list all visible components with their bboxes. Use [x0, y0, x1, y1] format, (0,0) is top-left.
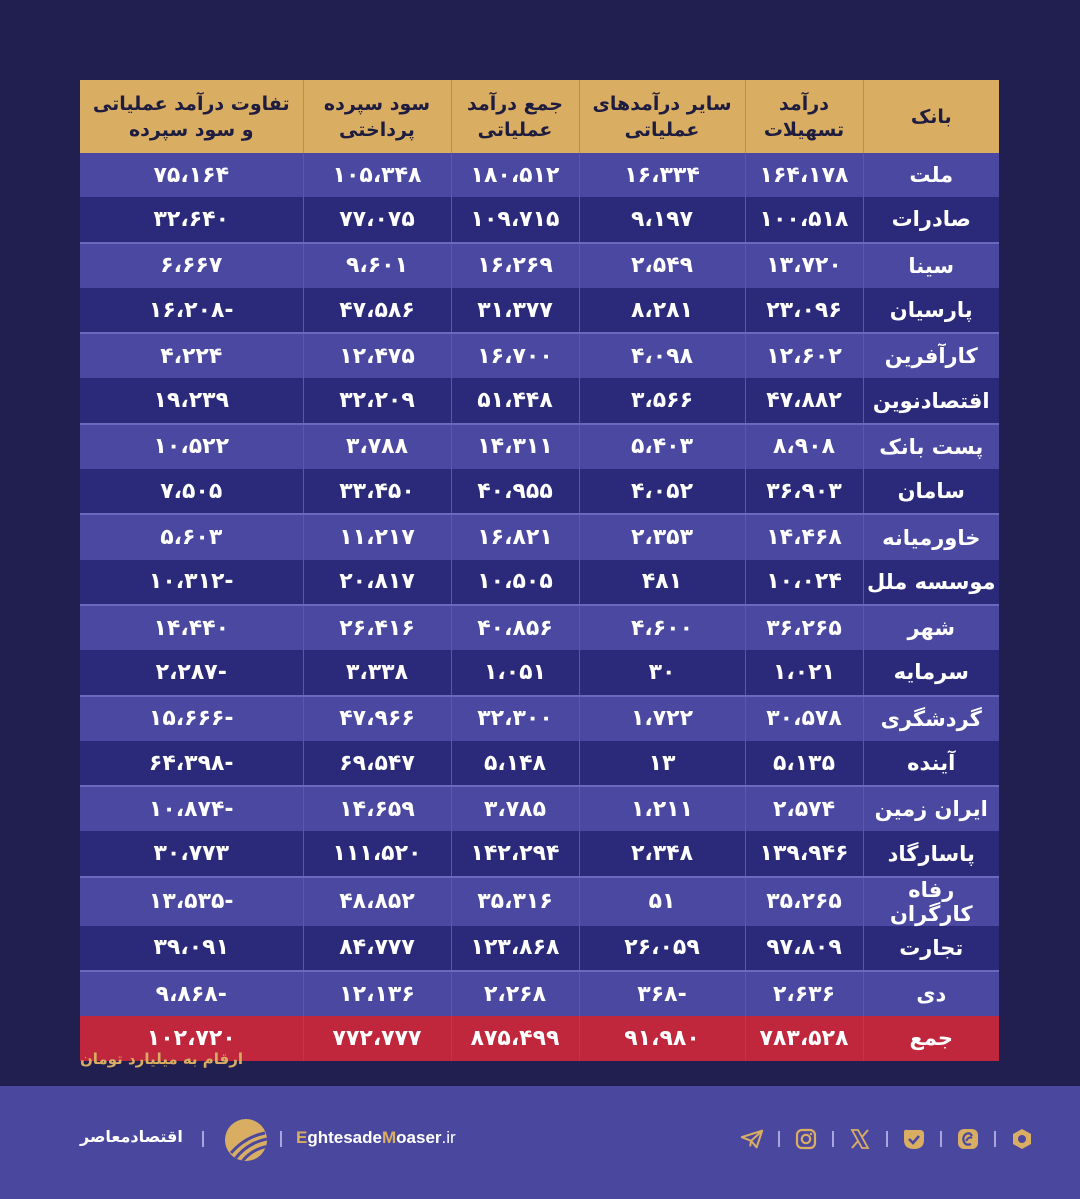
total-other-operating-income-cell: ۹۱،۹۸۰: [579, 1016, 745, 1060]
footer-divider: [280, 1131, 282, 1147]
instagram-icon[interactable]: [794, 1127, 818, 1151]
footer: [0, 1086, 1080, 1199]
table-row: [80, 153, 999, 197]
header-bank: بانک: [863, 80, 999, 153]
header-deposit-interest-paid: سود سپرده پرداختی: [303, 80, 451, 153]
total-total-operating-income-cell: ۸۷۵،۴۹۹: [451, 1016, 579, 1060]
total-operating-income-cell: ۱،۰۵۱: [451, 650, 579, 695]
income-minus-deposit-interest-cell: ۷،۵۰۵: [80, 469, 303, 514]
loan-income-cell: ۱۲،۶۰۲: [745, 333, 863, 378]
income-minus-deposit-interest-cell: -۱۳،۵۳۵: [80, 877, 303, 926]
bank-name-cell: گردشگری: [863, 696, 999, 741]
other-operating-income-cell: -۳۶۸: [579, 971, 745, 1016]
table-row: [80, 288, 999, 333]
deposit-interest-paid-cell: ۶۹،۵۴۷: [303, 741, 451, 786]
income-minus-deposit-interest-cell: -۱۰،۸۷۴: [80, 786, 303, 831]
table-row: [80, 424, 999, 469]
total-operating-income-cell: ۳،۷۸۵: [451, 786, 579, 831]
income-minus-deposit-interest-cell: -۱۰،۳۱۲: [80, 560, 303, 605]
bank-name-cell: کارآفرین: [863, 333, 999, 378]
social-divider: [832, 1131, 834, 1147]
total-loan-income-cell: ۷۸۳،۵۲۸: [745, 1016, 863, 1060]
loan-income-cell: ۸،۹۰۸: [745, 424, 863, 469]
total-operating-income-cell: ۳۲،۳۰۰: [451, 696, 579, 741]
bank-name-cell: ملت: [863, 153, 999, 197]
other-operating-income-cell: ۱۶،۳۳۴: [579, 153, 745, 197]
bank-name-cell: دی: [863, 971, 999, 1016]
deposit-interest-paid-cell: ۱۱،۲۱۷: [303, 514, 451, 559]
other-operating-income-cell: ۴،۰۵۲: [579, 469, 745, 514]
social-divider: [886, 1131, 888, 1147]
loan-income-cell: ۳۰،۵۷۸: [745, 696, 863, 741]
income-minus-deposit-interest-cell: ۳۹،۰۹۱: [80, 926, 303, 971]
bank-name-cell: اقتصادنوین: [863, 378, 999, 423]
table-row: [80, 786, 999, 831]
bank-name-cell: شهر: [863, 605, 999, 650]
income-minus-deposit-interest-cell: ۱۴،۴۴۰: [80, 605, 303, 650]
income-minus-deposit-interest-cell: ۳۲،۶۴۰: [80, 197, 303, 242]
bale-icon[interactable]: [956, 1127, 980, 1151]
table-row: [80, 877, 999, 926]
loan-income-cell: ۱۶۴،۱۷۸: [745, 153, 863, 197]
income-minus-deposit-interest-cell: -۱۵،۶۶۶: [80, 696, 303, 741]
other-operating-income-cell: ۱،۷۲۲: [579, 696, 745, 741]
other-operating-income-cell: ۲،۵۴۹: [579, 243, 745, 288]
other-operating-income-cell: ۱،۲۱۱: [579, 786, 745, 831]
income-minus-deposit-interest-cell: ۷۵،۱۶۴: [80, 153, 303, 197]
other-operating-income-cell: ۴،۶۰۰: [579, 605, 745, 650]
eitaa-icon[interactable]: [902, 1127, 926, 1151]
loan-income-cell: ۵،۱۳۵: [745, 741, 863, 786]
table-row: [80, 650, 999, 695]
income-minus-deposit-interest-cell: ۶،۶۶۷: [80, 243, 303, 288]
loan-income-cell: ۲،۶۳۶: [745, 971, 863, 1016]
loan-income-cell: ۳۶،۹۰۳: [745, 469, 863, 514]
loan-income-cell: ۲،۵۷۴: [745, 786, 863, 831]
total-operating-income-cell: ۱۲۳،۸۶۸: [451, 926, 579, 971]
income-minus-deposit-interest-cell: ۱۹،۲۳۹: [80, 378, 303, 423]
rubika-icon[interactable]: [1010, 1127, 1034, 1151]
other-operating-income-cell: ۵۱: [579, 877, 745, 926]
site-tld: .ir: [441, 1128, 456, 1147]
loan-income-cell: ۱۴،۴۶۸: [745, 514, 863, 559]
social-divider: [778, 1131, 780, 1147]
bank-name-cell: پاسارگاد: [863, 831, 999, 876]
other-operating-income-cell: ۸،۲۸۱: [579, 288, 745, 333]
loan-income-cell: ۴۷،۸۸۲: [745, 378, 863, 423]
social-links: [740, 1126, 1034, 1152]
income-minus-deposit-interest-cell: -۹،۸۶۸: [80, 971, 303, 1016]
deposit-interest-paid-cell: ۳۳،۴۵۰: [303, 469, 451, 514]
header-income-minus-deposit-interest: تفاوت درآمد عملیاتی و سود سپرده: [80, 80, 303, 153]
other-operating-income-cell: ۵،۴۰۳: [579, 424, 745, 469]
deposit-interest-paid-cell: ۴۷،۵۸۶: [303, 288, 451, 333]
site-text-accent: M: [381, 1128, 397, 1147]
bank-name-cell: خاورمیانه: [863, 514, 999, 559]
bank-income-table-container: [80, 80, 999, 1061]
bank-name-cell: پارسیان: [863, 288, 999, 333]
other-operating-income-cell: ۴۸۱: [579, 560, 745, 605]
table-row: [80, 741, 999, 786]
deposit-interest-paid-cell: ۱۱۱،۵۲۰: [303, 831, 451, 876]
header-loan-income: درآمد تسهیلات: [745, 80, 863, 153]
bank-name-cell: ایران زمین: [863, 786, 999, 831]
table-row: [80, 514, 999, 559]
deposit-interest-paid-cell: ۱۴،۶۵۹: [303, 786, 451, 831]
loan-income-cell: ۱۳۹،۹۴۶: [745, 831, 863, 876]
bank-name-cell: آینده: [863, 741, 999, 786]
header-other-operating-income: سایر درآمدهای عملیاتی: [579, 80, 745, 153]
social-divider: [994, 1131, 996, 1147]
income-minus-deposit-interest-cell: -۱۶،۲۰۸: [80, 288, 303, 333]
bank-name-cell: سرمایه: [863, 650, 999, 695]
total-operating-income-cell: ۱۰،۵۰۵: [451, 560, 579, 605]
other-operating-income-cell: ۴،۰۹۸: [579, 333, 745, 378]
income-minus-deposit-interest-cell: -۶۴،۳۹۸: [80, 741, 303, 786]
bank-name-cell: سامان: [863, 469, 999, 514]
total-operating-income-cell: ۴۰،۸۵۶: [451, 605, 579, 650]
site-text-accent: E: [296, 1128, 308, 1147]
other-operating-income-cell: ۲،۳۵۳: [579, 514, 745, 559]
header-total-operating-income: جمع درآمد عملیاتی: [451, 80, 579, 153]
bank-name-cell: پست بانک: [863, 424, 999, 469]
table-row: [80, 378, 999, 423]
footer-divider: [202, 1131, 204, 1147]
table-row: [80, 243, 999, 288]
website-link[interactable]: [296, 1128, 456, 1148]
social-divider: [940, 1131, 942, 1147]
deposit-interest-paid-cell: ۱۰۵،۳۴۸: [303, 153, 451, 197]
table-row: [80, 560, 999, 605]
other-operating-income-cell: ۱۳: [579, 741, 745, 786]
table-row: [80, 696, 999, 741]
loan-income-cell: ۱۰،۰۲۴: [745, 560, 863, 605]
total-label-cell: جمع: [863, 1016, 999, 1060]
total-operating-income-cell: ۳۱،۳۷۷: [451, 288, 579, 333]
loan-income-cell: ۱،۰۲۱: [745, 650, 863, 695]
bank-name-cell: صادرات: [863, 197, 999, 242]
deposit-interest-paid-cell: ۱۲،۱۳۶: [303, 971, 451, 1016]
total-operating-income-cell: ۱۶،۷۰۰: [451, 333, 579, 378]
bank-name-cell: سینا: [863, 243, 999, 288]
deposit-interest-paid-cell: ۸۴،۷۷۷: [303, 926, 451, 971]
table-row: [80, 469, 999, 514]
table-row: [80, 333, 999, 378]
total-operating-income-cell: ۱۸۰،۵۱۲: [451, 153, 579, 197]
total-income-minus-deposit-interest-cell: ۱۰۲،۷۲۰: [80, 1016, 303, 1060]
site-text: oaser: [396, 1128, 442, 1147]
site-text: ghtesade: [307, 1128, 382, 1147]
unit-note: ارقام به میلیارد تومان: [80, 1050, 244, 1068]
total-operating-income-cell: ۱۰۹،۷۱۵: [451, 197, 579, 242]
bank-name-cell: تجارت: [863, 926, 999, 971]
total-operating-income-cell: ۱۴۲،۲۹۴: [451, 831, 579, 876]
total-operating-income-cell: ۴۰،۹۵۵: [451, 469, 579, 514]
total-operating-income-cell: ۵،۱۴۸: [451, 741, 579, 786]
table-row: [80, 971, 999, 1016]
x-icon[interactable]: [848, 1127, 872, 1151]
brand-name-fa: اقتصادمعاصر: [80, 1127, 183, 1146]
deposit-interest-paid-cell: ۳،۷۸۸: [303, 424, 451, 469]
total-operating-income-cell: ۱۶،۲۶۹: [451, 243, 579, 288]
loan-income-cell: ۹۷،۸۰۹: [745, 926, 863, 971]
table-row: [80, 831, 999, 876]
loan-income-cell: ۳۵،۲۶۵: [745, 877, 863, 926]
bank-income-table: [80, 80, 999, 1061]
total-operating-income-cell: ۳۵،۳۱۶: [451, 877, 579, 926]
total-operating-income-cell: ۱۶،۸۲۱: [451, 514, 579, 559]
other-operating-income-cell: ۲،۳۴۸: [579, 831, 745, 876]
deposit-interest-paid-cell: ۳،۳۳۸: [303, 650, 451, 695]
income-minus-deposit-interest-cell: ۴،۲۲۴: [80, 333, 303, 378]
telegram-icon[interactable]: [740, 1127, 764, 1151]
deposit-interest-paid-cell: ۹،۶۰۱: [303, 243, 451, 288]
loan-income-cell: ۳۶،۲۶۵: [745, 605, 863, 650]
total-deposit-interest-paid-cell: ۷۷۲،۷۷۷: [303, 1016, 451, 1060]
deposit-interest-paid-cell: ۴۸،۸۵۲: [303, 877, 451, 926]
deposit-interest-paid-cell: ۴۷،۹۶۶: [303, 696, 451, 741]
income-minus-deposit-interest-cell: -۲،۲۸۷: [80, 650, 303, 695]
other-operating-income-cell: ۳۰: [579, 650, 745, 695]
deposit-interest-paid-cell: ۱۲،۴۷۵: [303, 333, 451, 378]
table-row: [80, 197, 999, 242]
income-minus-deposit-interest-cell: ۳۰،۷۷۳: [80, 831, 303, 876]
loan-income-cell: ۱۳،۷۲۰: [745, 243, 863, 288]
total-operating-income-cell: ۵۱،۴۴۸: [451, 378, 579, 423]
income-minus-deposit-interest-cell: ۵،۶۰۳: [80, 514, 303, 559]
total-operating-income-cell: ۲،۲۶۸: [451, 971, 579, 1016]
brand-logo-icon: [225, 1119, 267, 1161]
total-operating-income-cell: ۱۴،۳۱۱: [451, 424, 579, 469]
income-minus-deposit-interest-cell: ۱۰،۵۲۲: [80, 424, 303, 469]
deposit-interest-paid-cell: ۲۶،۴۱۶: [303, 605, 451, 650]
table-header-row: [80, 80, 999, 153]
bank-name-cell: رفاه کارگران: [863, 877, 999, 926]
table-row: [80, 605, 999, 650]
loan-income-cell: ۲۳،۰۹۶: [745, 288, 863, 333]
deposit-interest-paid-cell: ۳۲،۲۰۹: [303, 378, 451, 423]
deposit-interest-paid-cell: ۲۰،۸۱۷: [303, 560, 451, 605]
table-row: [80, 926, 999, 971]
other-operating-income-cell: ۹،۱۹۷: [579, 197, 745, 242]
loan-income-cell: ۱۰۰،۵۱۸: [745, 197, 863, 242]
deposit-interest-paid-cell: ۷۷،۰۷۵: [303, 197, 451, 242]
bank-name-cell: موسسه ملل: [863, 560, 999, 605]
other-operating-income-cell: ۲۶،۰۵۹: [579, 926, 745, 971]
other-operating-income-cell: ۳،۵۶۶: [579, 378, 745, 423]
